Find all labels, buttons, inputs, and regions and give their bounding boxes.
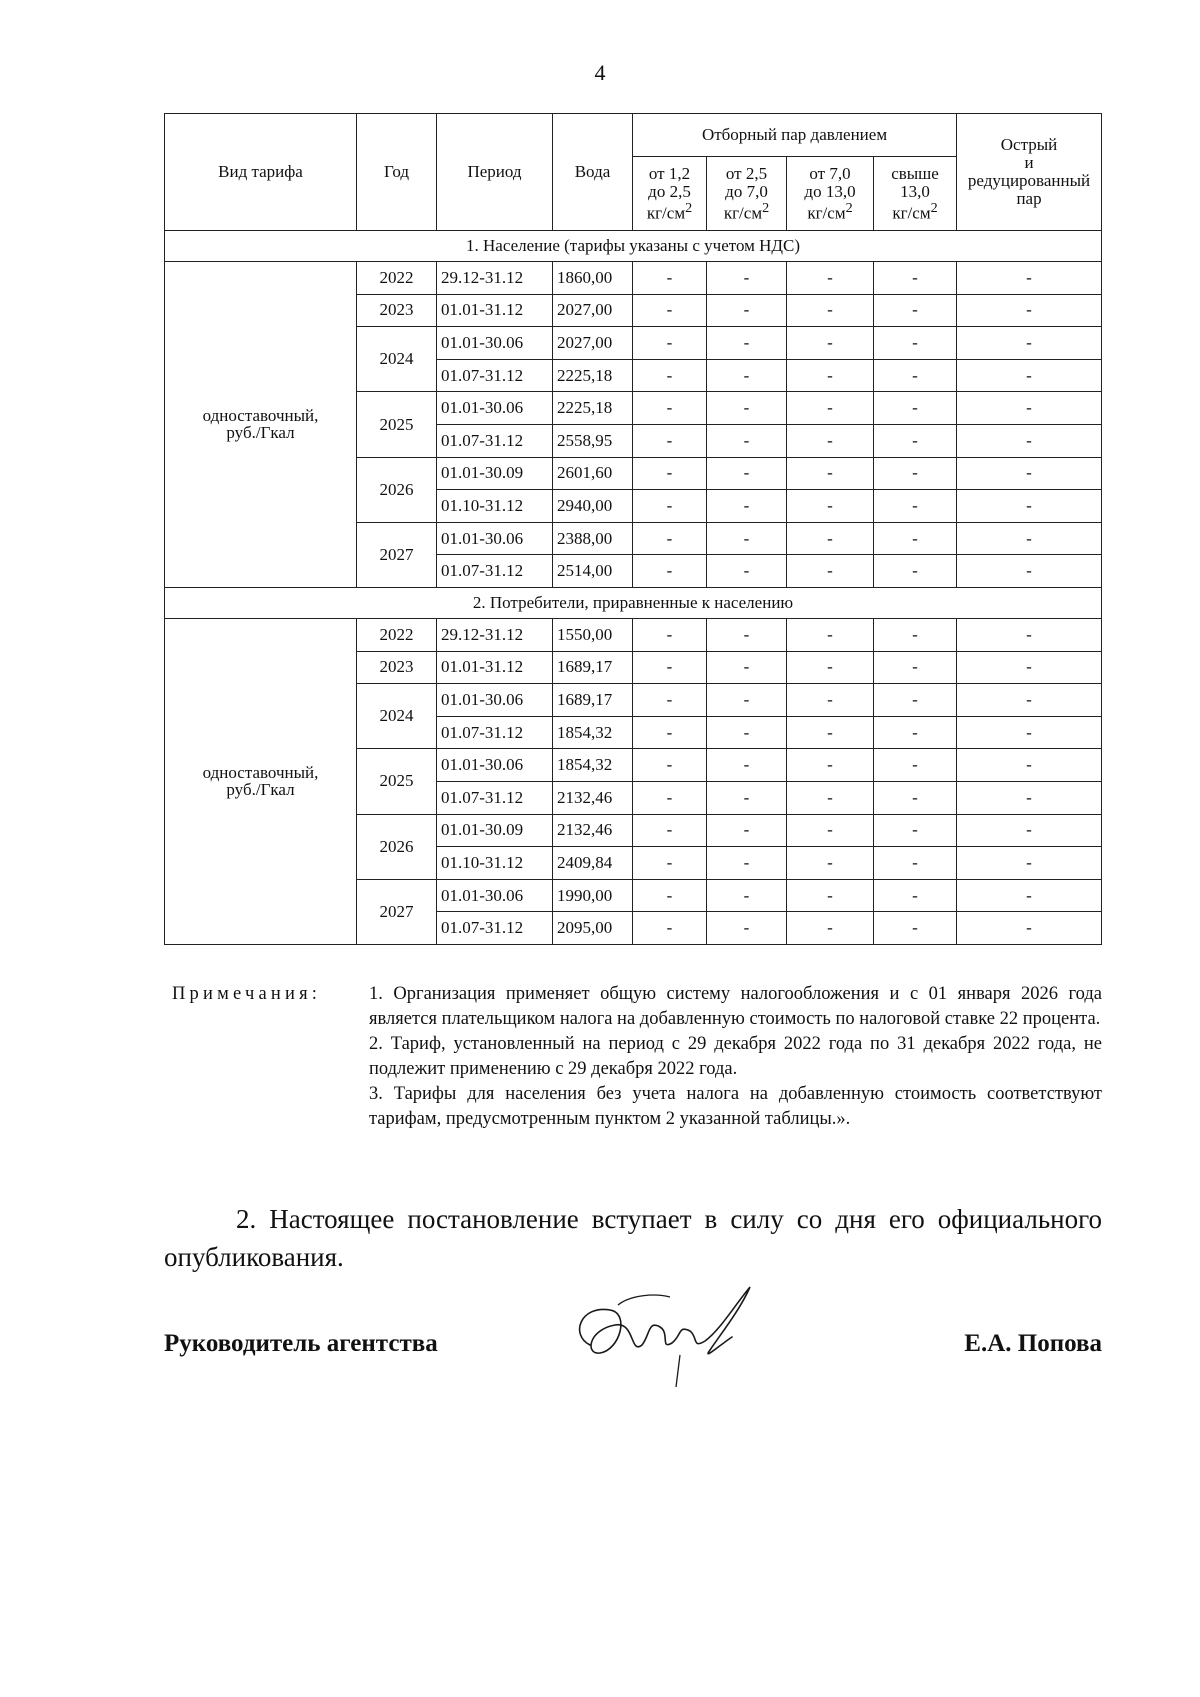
empty-value-cell: - (787, 781, 874, 814)
empty-value-cell: - (707, 651, 787, 684)
year-cell: 2027 (357, 879, 437, 944)
tariff-table-body (165, 231, 1102, 945)
period-cell: 01.01-30.09 (437, 457, 553, 490)
empty-value-cell: - (874, 879, 957, 912)
empty-value-cell: - (874, 457, 957, 490)
period-cell: 01.01-31.12 (437, 651, 553, 684)
year-cell: 2027 (357, 522, 437, 587)
header-steam-3-unit: кг/см (807, 203, 846, 223)
empty-value-cell: - (957, 847, 1102, 880)
water-cell: 2388,00 (553, 522, 633, 555)
empty-value-cell: - (633, 457, 707, 490)
period-cell: 01.07-31.12 (437, 424, 553, 457)
empty-value-cell: - (874, 684, 957, 717)
year-cell: 2025 (357, 749, 437, 814)
tariff-type-line2: руб./Гкал (226, 423, 295, 443)
empty-value-cell: - (874, 781, 957, 814)
empty-value-cell: - (957, 781, 1102, 814)
empty-value-cell: - (874, 651, 957, 684)
empty-value-cell: - (707, 490, 787, 523)
empty-value-cell: - (957, 749, 1102, 782)
note-item: 2. Тариф, установленный на период с 29 декабря 2022 года по 31 декабря 2022 года, не подлежит применению с 29 декабря 2022 года. (369, 1034, 1102, 1079)
empty-value-cell: - (707, 294, 787, 327)
year-cell: 2024 (357, 684, 437, 749)
header-sharp-line2: и (1024, 153, 1034, 173)
empty-value-cell: - (957, 618, 1102, 651)
water-cell: 1550,00 (553, 618, 633, 651)
header-steam-2-line1: от 2,5 (725, 163, 768, 183)
empty-value-cell: - (633, 424, 707, 457)
empty-value-cell: - (957, 555, 1102, 588)
tariff-type-line2: руб./Гкал (226, 780, 295, 800)
empty-value-cell: - (707, 555, 787, 588)
empty-value-cell: - (633, 749, 707, 782)
empty-value-cell: - (957, 424, 1102, 457)
period-cell: 01.01-31.12 (437, 294, 553, 327)
period-cell: 01.01-30.09 (437, 814, 553, 847)
year-cell: 2023 (357, 294, 437, 327)
section-title: 2. Потребители, приравненные к населению (165, 587, 1102, 618)
empty-value-cell: - (633, 522, 707, 555)
empty-value-cell: - (874, 814, 957, 847)
empty-value-cell: - (633, 912, 707, 945)
note-item: 1. Организация применяет общую систему налогообложения и с 01 января 2026 года является плательщиком налога на добавленную стоимость по налоговой ставке 22 процента. (369, 984, 1102, 1029)
empty-value-cell: - (707, 359, 787, 392)
header-steam-3 (787, 157, 874, 231)
period-cell: 01.10-31.12 (437, 490, 553, 523)
empty-value-cell: - (874, 490, 957, 523)
empty-value-cell: - (787, 457, 874, 490)
empty-value-cell: - (633, 814, 707, 847)
empty-value-cell: - (707, 522, 787, 555)
period-cell: 01.07-31.12 (437, 912, 553, 945)
period-cell: 01.01-30.06 (437, 879, 553, 912)
period-cell: 29.12-31.12 (437, 618, 553, 651)
empty-value-cell: - (787, 684, 874, 717)
empty-value-cell: - (787, 392, 874, 425)
year-cell: 2023 (357, 651, 437, 684)
signatory-title: Руководитель агентства (164, 1330, 438, 1357)
table-row (165, 618, 1102, 651)
empty-value-cell: - (957, 262, 1102, 295)
water-cell: 2409,84 (553, 847, 633, 880)
empty-value-cell: - (787, 716, 874, 749)
note-item: 3. Тарифы для населения без учета налога на добавленную стоимость соответствуют тарифам, предусмотренным пунктом 2 указанной таблицы.». (369, 1084, 1102, 1129)
empty-value-cell: - (874, 294, 957, 327)
handwritten-signature (560, 1275, 770, 1395)
water-cell: 1689,17 (553, 651, 633, 684)
empty-value-cell: - (707, 684, 787, 717)
header-year: Год (357, 114, 437, 231)
empty-value-cell: - (874, 912, 957, 945)
header-steam-3-line2: до 13,0 (804, 181, 856, 201)
empty-value-cell: - (633, 716, 707, 749)
header-period: Период (437, 114, 553, 231)
page-number: 4 (594, 60, 606, 85)
period-cell: 01.07-31.12 (437, 781, 553, 814)
empty-value-cell: - (874, 555, 957, 588)
empty-value-cell: - (787, 651, 874, 684)
period-cell: 01.07-31.12 (437, 359, 553, 392)
header-steam-4-unit: кг/см (892, 203, 931, 223)
period-cell: 01.01-30.06 (437, 522, 553, 555)
water-cell: 2225,18 (553, 392, 633, 425)
header-steam-2-line2: до 7,0 (725, 181, 768, 201)
section-title: 1. Население (тарифы указаны с учетом НДС) (165, 231, 1102, 262)
notes-list (369, 982, 1102, 1132)
tariff-type-cell (165, 262, 357, 588)
unit-superscript: 2 (930, 199, 938, 216)
header-steam-4-line2: 13,0 (900, 181, 930, 201)
water-cell: 2132,46 (553, 814, 633, 847)
empty-value-cell: - (957, 651, 1102, 684)
empty-value-cell: - (787, 522, 874, 555)
empty-value-cell: - (957, 359, 1102, 392)
empty-value-cell: - (633, 490, 707, 523)
empty-value-cell: - (787, 327, 874, 360)
water-cell: 1854,32 (553, 716, 633, 749)
unit-superscript: 2 (845, 199, 853, 216)
empty-value-cell: - (787, 847, 874, 880)
header-steam-4-line1: свыше (891, 163, 939, 183)
header-steam-2-unit: кг/см (723, 203, 763, 223)
header-sharp-line3: редуцированный (967, 171, 1091, 190)
empty-value-cell: - (787, 424, 874, 457)
period-cell: 01.10-31.12 (437, 847, 553, 880)
empty-value-cell: - (787, 618, 874, 651)
empty-value-cell: - (707, 392, 787, 425)
empty-value-cell: - (633, 684, 707, 717)
empty-value-cell: - (787, 814, 874, 847)
empty-value-cell: - (707, 262, 787, 295)
water-cell: 2601,60 (553, 457, 633, 490)
period-cell: 29.12-31.12 (437, 262, 553, 295)
water-cell: 2940,00 (553, 490, 633, 523)
empty-value-cell: - (633, 651, 707, 684)
empty-value-cell: - (957, 327, 1102, 360)
empty-value-cell: - (957, 392, 1102, 425)
empty-value-cell: - (707, 618, 787, 651)
header-steam-4 (874, 157, 957, 231)
empty-value-cell: - (707, 457, 787, 490)
empty-value-cell: - (787, 294, 874, 327)
year-cell: 2022 (357, 262, 437, 295)
empty-value-cell: - (707, 781, 787, 814)
empty-value-cell: - (633, 327, 707, 360)
header-sharp-line1: Острый (1000, 135, 1058, 155)
empty-value-cell: - (707, 424, 787, 457)
header-steam-1-unit: кг/см (646, 203, 686, 223)
period-cell: 01.07-31.12 (437, 716, 553, 749)
tariff-table (164, 113, 1102, 945)
signatory-name: Е.А. Попова (964, 1330, 1102, 1357)
empty-value-cell: - (633, 392, 707, 425)
empty-value-cell: - (957, 912, 1102, 945)
empty-value-cell: - (957, 490, 1102, 523)
unit-superscript: 2 (762, 199, 770, 216)
water-cell: 2558,95 (553, 424, 633, 457)
header-water: Вода (553, 114, 633, 231)
empty-value-cell: - (707, 912, 787, 945)
header-sharp-line4: пар (1016, 188, 1042, 208)
header-steam-1-line2: до 2,5 (648, 181, 691, 201)
empty-value-cell: - (874, 522, 957, 555)
empty-value-cell: - (707, 814, 787, 847)
empty-value-cell: - (633, 847, 707, 880)
period-cell: 01.01-30.06 (437, 684, 553, 717)
header-steam-1 (633, 157, 707, 231)
header-steam-2 (707, 157, 787, 231)
empty-value-cell: - (874, 847, 957, 880)
empty-value-cell: - (633, 879, 707, 912)
period-cell: 01.01-30.06 (437, 392, 553, 425)
tariff-type-line1: одноставочный, (202, 405, 319, 425)
empty-value-cell: - (787, 879, 874, 912)
empty-value-cell: - (957, 814, 1102, 847)
empty-value-cell: - (957, 879, 1102, 912)
year-cell: 2024 (357, 327, 437, 392)
empty-value-cell: - (957, 522, 1102, 555)
water-cell: 1689,17 (553, 684, 633, 717)
section-row (165, 231, 1102, 262)
water-cell: 2095,00 (553, 912, 633, 945)
water-cell: 1860,00 (553, 262, 633, 295)
header-steam-group: Отборный пар давлением (633, 114, 957, 157)
empty-value-cell: - (633, 359, 707, 392)
water-cell: 2027,00 (553, 294, 633, 327)
tariff-type-cell (165, 618, 357, 944)
empty-value-cell: - (633, 262, 707, 295)
tariff-type-line1: одноставочный, (202, 762, 319, 782)
water-cell: 2514,00 (553, 555, 633, 588)
empty-value-cell: - (787, 555, 874, 588)
empty-value-cell: - (874, 424, 957, 457)
header-steam-1-line1: от 1,2 (648, 163, 691, 183)
empty-value-cell: - (874, 392, 957, 425)
empty-value-cell: - (707, 716, 787, 749)
empty-value-cell: - (787, 749, 874, 782)
empty-value-cell: - (957, 684, 1102, 717)
empty-value-cell: - (633, 294, 707, 327)
header-sharp-steam (957, 114, 1102, 231)
water-cell: 1854,32 (553, 749, 633, 782)
section-row (165, 587, 1102, 618)
decree-paragraph: 2. Настоящее постановление вступает в силу со дня его официального опубликования. (164, 1204, 1102, 1272)
unit-superscript: 2 (685, 199, 693, 216)
period-cell: 01.07-31.12 (437, 555, 553, 588)
water-cell: 2225,18 (553, 359, 633, 392)
empty-value-cell: - (787, 912, 874, 945)
empty-value-cell: - (707, 327, 787, 360)
water-cell: 1990,00 (553, 879, 633, 912)
empty-value-cell: - (707, 847, 787, 880)
notes-label: Примечания: (172, 984, 322, 1004)
empty-value-cell: - (633, 555, 707, 588)
empty-value-cell: - (787, 359, 874, 392)
period-cell: 01.01-30.06 (437, 749, 553, 782)
empty-value-cell: - (874, 716, 957, 749)
empty-value-cell: - (957, 716, 1102, 749)
empty-value-cell: - (707, 879, 787, 912)
table-row (165, 262, 1102, 295)
year-cell: 2025 (357, 392, 437, 457)
year-cell: 2022 (357, 618, 437, 651)
empty-value-cell: - (874, 618, 957, 651)
empty-value-cell: - (874, 359, 957, 392)
period-cell: 01.01-30.06 (437, 327, 553, 360)
year-cell: 2026 (357, 457, 437, 522)
empty-value-cell: - (874, 327, 957, 360)
empty-value-cell: - (787, 490, 874, 523)
header-tariff-type: Вид тарифа (165, 114, 357, 231)
empty-value-cell: - (707, 749, 787, 782)
empty-value-cell: - (633, 781, 707, 814)
water-cell: 2132,46 (553, 781, 633, 814)
empty-value-cell: - (957, 294, 1102, 327)
empty-value-cell: - (874, 262, 957, 295)
header-steam-3-line1: от 7,0 (809, 163, 851, 183)
empty-value-cell: - (874, 749, 957, 782)
empty-value-cell: - (957, 457, 1102, 490)
empty-value-cell: - (633, 618, 707, 651)
water-cell: 2027,00 (553, 327, 633, 360)
empty-value-cell: - (787, 262, 874, 295)
year-cell: 2026 (357, 814, 437, 879)
